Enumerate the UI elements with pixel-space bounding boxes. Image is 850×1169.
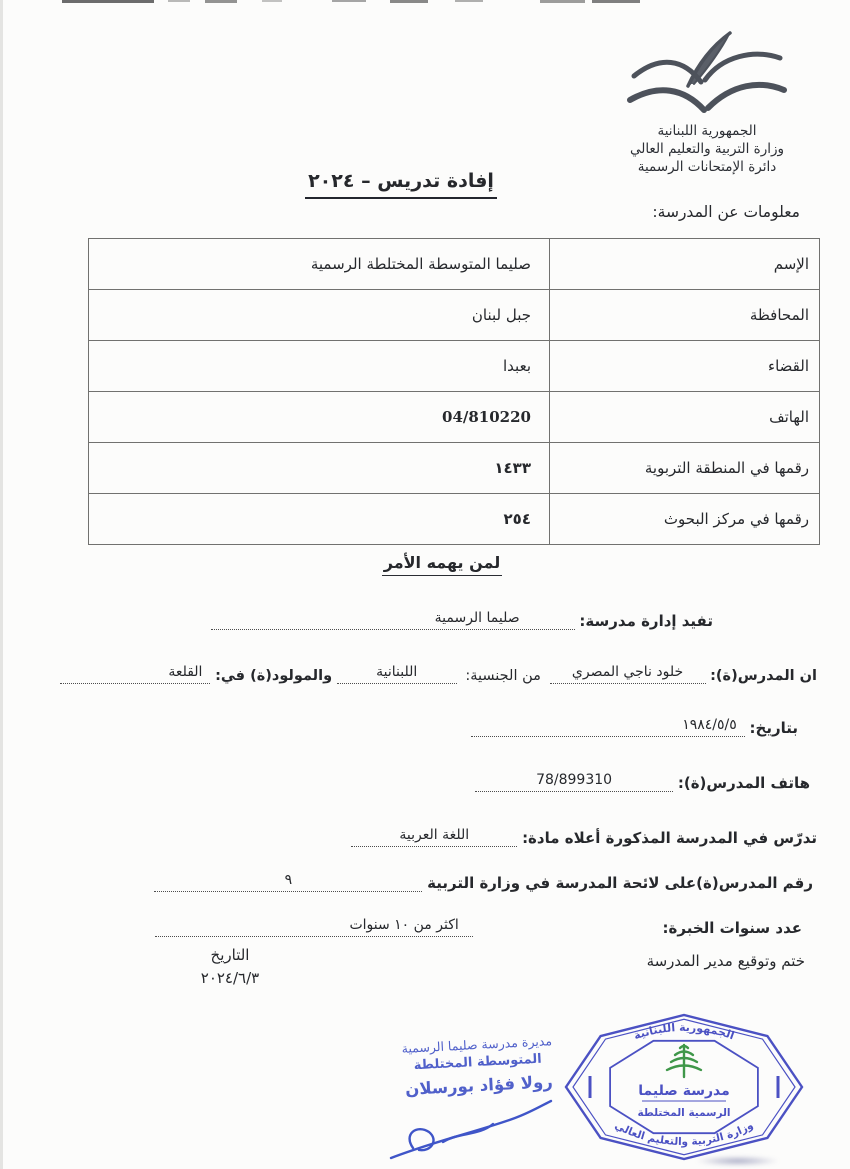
row-value-district-number: ١٤٣٣	[89, 443, 550, 494]
teacher-phone-label: هاتف المدرس(ة):	[677, 773, 810, 792]
cedar-tree-icon	[667, 1045, 701, 1077]
table-row	[89, 290, 820, 341]
teacher-line-label: ان المدرس(ة):	[710, 667, 817, 684]
row-label-district-number: رقمها في المنطقة التربوية	[550, 443, 820, 494]
table-row	[89, 341, 820, 392]
title-wrap	[0, 170, 826, 199]
scan-artifact	[455, 0, 483, 2]
school-administration-line	[211, 609, 713, 630]
teacher-phone-value: 78/899310	[475, 771, 673, 792]
subject-label: تدرّس في المدرسة المذكورة أعلاه مادة:	[522, 828, 817, 847]
letter-heading-wrap	[17, 553, 850, 576]
nationality-label: من الجنسية:	[465, 667, 541, 684]
scan-artifact	[62, 0, 154, 3]
scan-artifact	[262, 0, 282, 2]
scan-artifact	[390, 0, 428, 3]
row-value-research-number: ٢٥٤	[89, 494, 550, 545]
handwriting-line3: رولا فؤاد بورسلان	[404, 1072, 554, 1099]
teacher-phone-line	[475, 771, 810, 792]
table-row	[89, 443, 820, 494]
row-value-phone: 04/810220	[89, 392, 550, 443]
table-row	[89, 494, 820, 545]
school-info-heading: معلومات عن المدرسة:	[652, 203, 800, 221]
row-value-governorate: جبل لبنان	[89, 290, 550, 341]
footer-date-label: التاريخ	[210, 946, 250, 964]
experience-line	[155, 916, 802, 937]
stamp-center-line1: مدرسة صليما	[638, 1083, 730, 1099]
school-info-table	[88, 238, 820, 545]
school-line-value: صليما الرسمية	[211, 609, 575, 630]
teacher-name-value: خلود ناجي المصري	[550, 663, 706, 684]
row-label-phone: الهاتف	[550, 392, 820, 443]
school-line-label: تفيد إدارة مدرسة:	[579, 611, 713, 630]
born-label: والمولود(ة) في:	[215, 667, 333, 684]
nationality-value: اللبنانية	[337, 663, 457, 684]
roster-label: رقم المدرس(ة)على لائحة المدرسة في وزارة التربية	[427, 873, 813, 892]
stamp-center-line2: الرسمية المختلطة	[637, 1107, 731, 1119]
experience-label: عدد سنوات الخبرة:	[662, 918, 802, 937]
teacher-line	[60, 663, 817, 684]
scan-artifact	[205, 0, 237, 3]
scan-artifact	[168, 0, 190, 2]
row-label-name: الإسم	[550, 239, 820, 290]
handwriting-line1: مديرة مدرسة صليما الرسمية	[401, 1033, 553, 1056]
scan-artifact	[540, 0, 585, 3]
subject-line	[351, 826, 817, 847]
experience-value: اكثر من ١٠ سنوات	[155, 916, 473, 937]
row-label-district: القضاء	[550, 341, 820, 392]
stamp-top-text: الجمهورية اللبنانية	[632, 1020, 737, 1043]
stamp-signature-caption: ختم وتوقيع مدير المدرسة	[646, 952, 805, 970]
footer-date-value: ٢٠٢٤/٦/٣	[200, 969, 260, 988]
document-title: إفادة تدريس – ٢٠٢٤	[305, 170, 497, 199]
birthplace-value: القلعة	[60, 663, 210, 684]
header-line-ministry: وزارة التربية والتعليم العالي	[629, 141, 785, 158]
row-value-name: صليما المتوسطة المختلطة الرسمية	[89, 239, 550, 290]
row-value-district: بعبدا	[89, 341, 550, 392]
handwritten-principal-note	[382, 1031, 575, 1103]
open-book-logo-icon	[622, 26, 792, 118]
scan-artifact	[332, 0, 366, 2]
scan-artifact	[592, 0, 640, 3]
birth-date-line	[471, 716, 798, 737]
footer-date-block	[165, 944, 295, 991]
roster-number-line	[154, 871, 813, 892]
row-label-research-number: رقمها في مركز البحوث	[550, 494, 820, 545]
row-label-governorate: المحافظة	[550, 290, 820, 341]
table-row	[89, 239, 820, 290]
ministry-header	[582, 26, 832, 176]
ink-smudge	[695, 1156, 780, 1166]
subject-value: اللغة العربية	[351, 826, 517, 847]
official-school-stamp	[556, 1006, 812, 1168]
birth-date-value: ١٩٨٤/٥/٥	[471, 716, 745, 737]
stamp-bottom-text: وزارة التربية والتعليم العالي	[612, 1119, 756, 1149]
letter-heading: لمن يهمه الأمر	[382, 553, 503, 576]
header-line-republic: الجمهورية اللبنانية	[657, 123, 757, 139]
birth-date-label: بتاريخ:	[749, 718, 798, 737]
handwriting-line2: المتوسطة المختلطة	[413, 1051, 543, 1074]
table-row	[89, 392, 820, 443]
header-line-department: دائرة الإمتحانات الرسمية	[637, 159, 777, 176]
roster-value: ٩	[154, 871, 422, 892]
signature-icon	[383, 1096, 558, 1164]
